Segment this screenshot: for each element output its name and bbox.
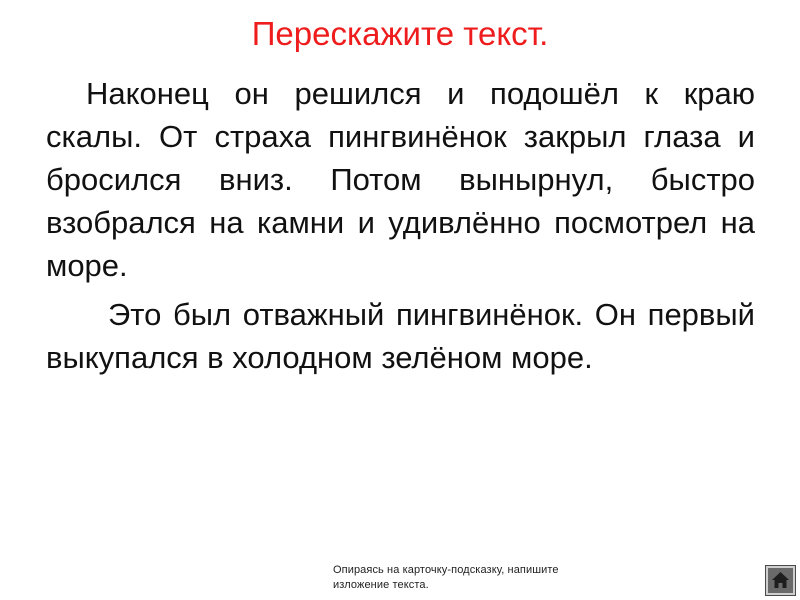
footer-instruction-line-2: изложение текста. (333, 579, 429, 591)
footer-instruction-line-1: Опираясь на карточку-подсказку, напишите (333, 564, 559, 576)
slide-title: Перескажите текст. (251, 15, 549, 52)
home-button[interactable] (766, 566, 795, 595)
story-paragraph-1: Наконец он решился и подошёл к краю скалы. От страха пингвинёнок закрыл глаза и бросился вниз. Потом вынырнул, быстро взобрался на камни и удивлённо посмотрел на море. (46, 76, 755, 283)
footer-instruction (333, 563, 663, 593)
story-paragraph-2: Это был отважный пингвинёнок. Он первый выкупался в холодном зелёном море. (46, 297, 755, 375)
story-text (46, 72, 755, 379)
home-icon (768, 568, 793, 593)
